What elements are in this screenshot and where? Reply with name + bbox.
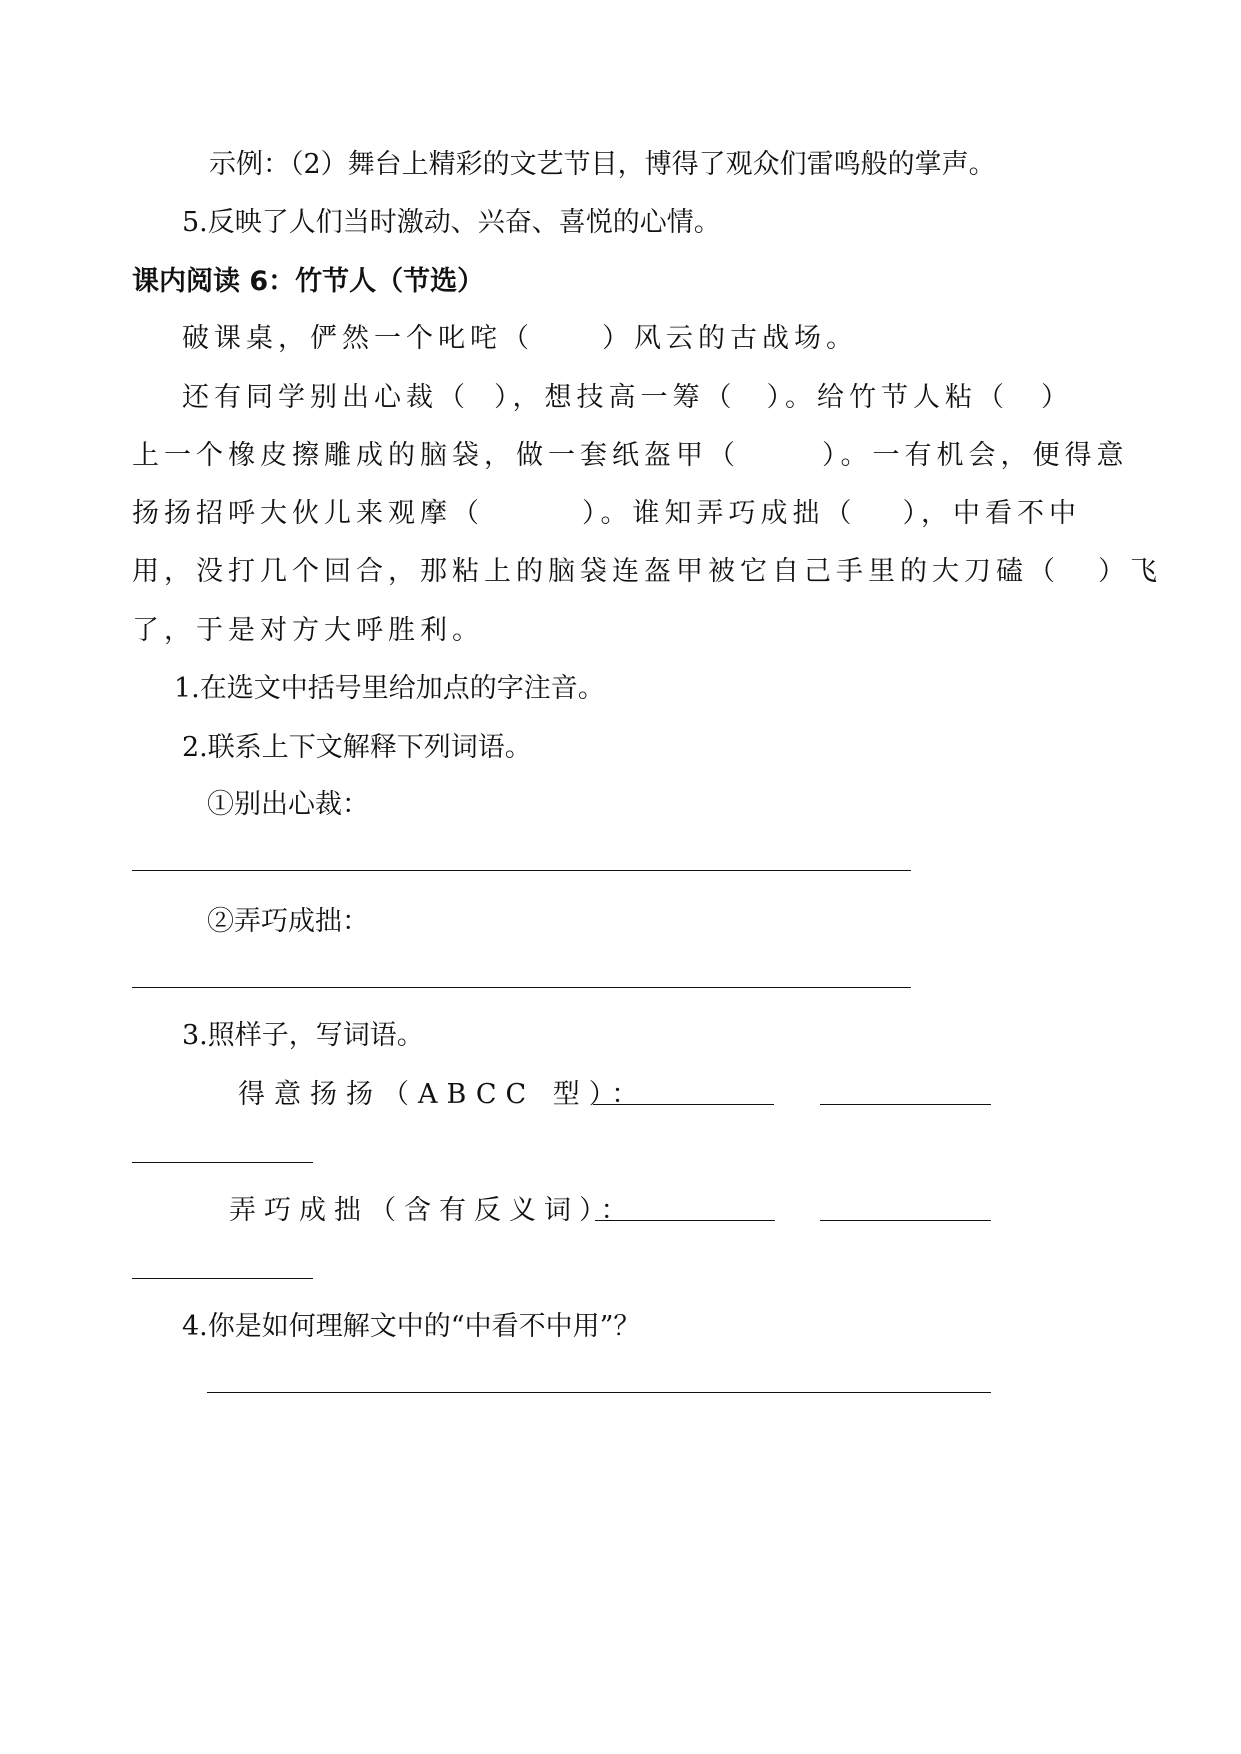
passage-text: ），想技高一筹（ (494, 382, 737, 413)
passage-text: ）风云的古战场。 (602, 323, 858, 354)
answer-example-2: 示例：（2）舞台上精彩的文艺节目，博得了观众们雷鸣般的掌声。 (209, 149, 996, 180)
passage-text: 上一个橡皮擦雕成的脑袋，做一套纸盔甲（ (132, 440, 740, 471)
answer-line[interactable] (820, 1104, 991, 1105)
answer-line[interactable] (595, 1220, 775, 1221)
passage-paragraph-2-line-2 (132, 438, 1129, 474)
passage-paragraph-1 (182, 321, 858, 357)
passage-text: ）。谁知弄巧成拙（ (582, 498, 857, 529)
answer-line[interactable] (207, 1392, 991, 1393)
question-2-item-2: ②弄巧成拙： (207, 906, 369, 937)
question-1: 1.在选文中括号里给加点的字注音。 (174, 673, 605, 704)
question-2-item-1: ①别出心裁： (207, 789, 369, 820)
answer-line[interactable] (132, 1162, 313, 1163)
passage-paragraph-2-line-5: 了，于是对方大呼胜利。 (132, 615, 484, 646)
question-4: 4.你是如何理解文中的“中看不中用”？ (182, 1311, 641, 1342)
question-3-item-2: 弄巧成拙（含有反义词）： (229, 1195, 636, 1226)
answer-line[interactable] (132, 987, 911, 988)
passage-text: ） (1041, 382, 1073, 413)
section-title: 课内阅读 6：竹节人（节选） (132, 266, 485, 297)
question-2: 2.联系上下文解释下列词语。 (182, 732, 532, 763)
passage-text: ）。给竹节人粘（ (766, 382, 1009, 413)
passage-text: 用，没打几个回合，那粘上的脑袋连盔甲被它自己手里的大刀磕（ (132, 556, 1060, 587)
passage-text: 扬扬招呼大伙儿来观摩（ (132, 498, 484, 529)
passage-text: 破课桌，俨然一个叱咤（ (182, 323, 534, 354)
question-3-item-1: 得意扬扬（ABCC 型）： (238, 1079, 648, 1110)
passage-text: ）飞 (1098, 556, 1162, 587)
answer-line[interactable] (820, 1220, 991, 1221)
passage-text: ）。一有机会，便得意 (822, 440, 1129, 471)
passage-paragraph-2-line-4 (132, 554, 1162, 590)
answer-line[interactable] (132, 1278, 313, 1279)
answer-5: 5.反映了人们当时激动、兴奋、喜悦的心情。 (182, 207, 721, 238)
answer-line[interactable] (593, 1104, 774, 1105)
question-3: 3.照样子，写词语。 (182, 1020, 424, 1051)
answer-line[interactable] (132, 870, 911, 871)
passage-paragraph-2-line-1 (182, 380, 1073, 416)
passage-text: ），中看不中 (902, 498, 1081, 529)
passage-text: 还有同学别出心裁（ (182, 382, 470, 413)
passage-paragraph-2-line-3 (132, 496, 1081, 532)
